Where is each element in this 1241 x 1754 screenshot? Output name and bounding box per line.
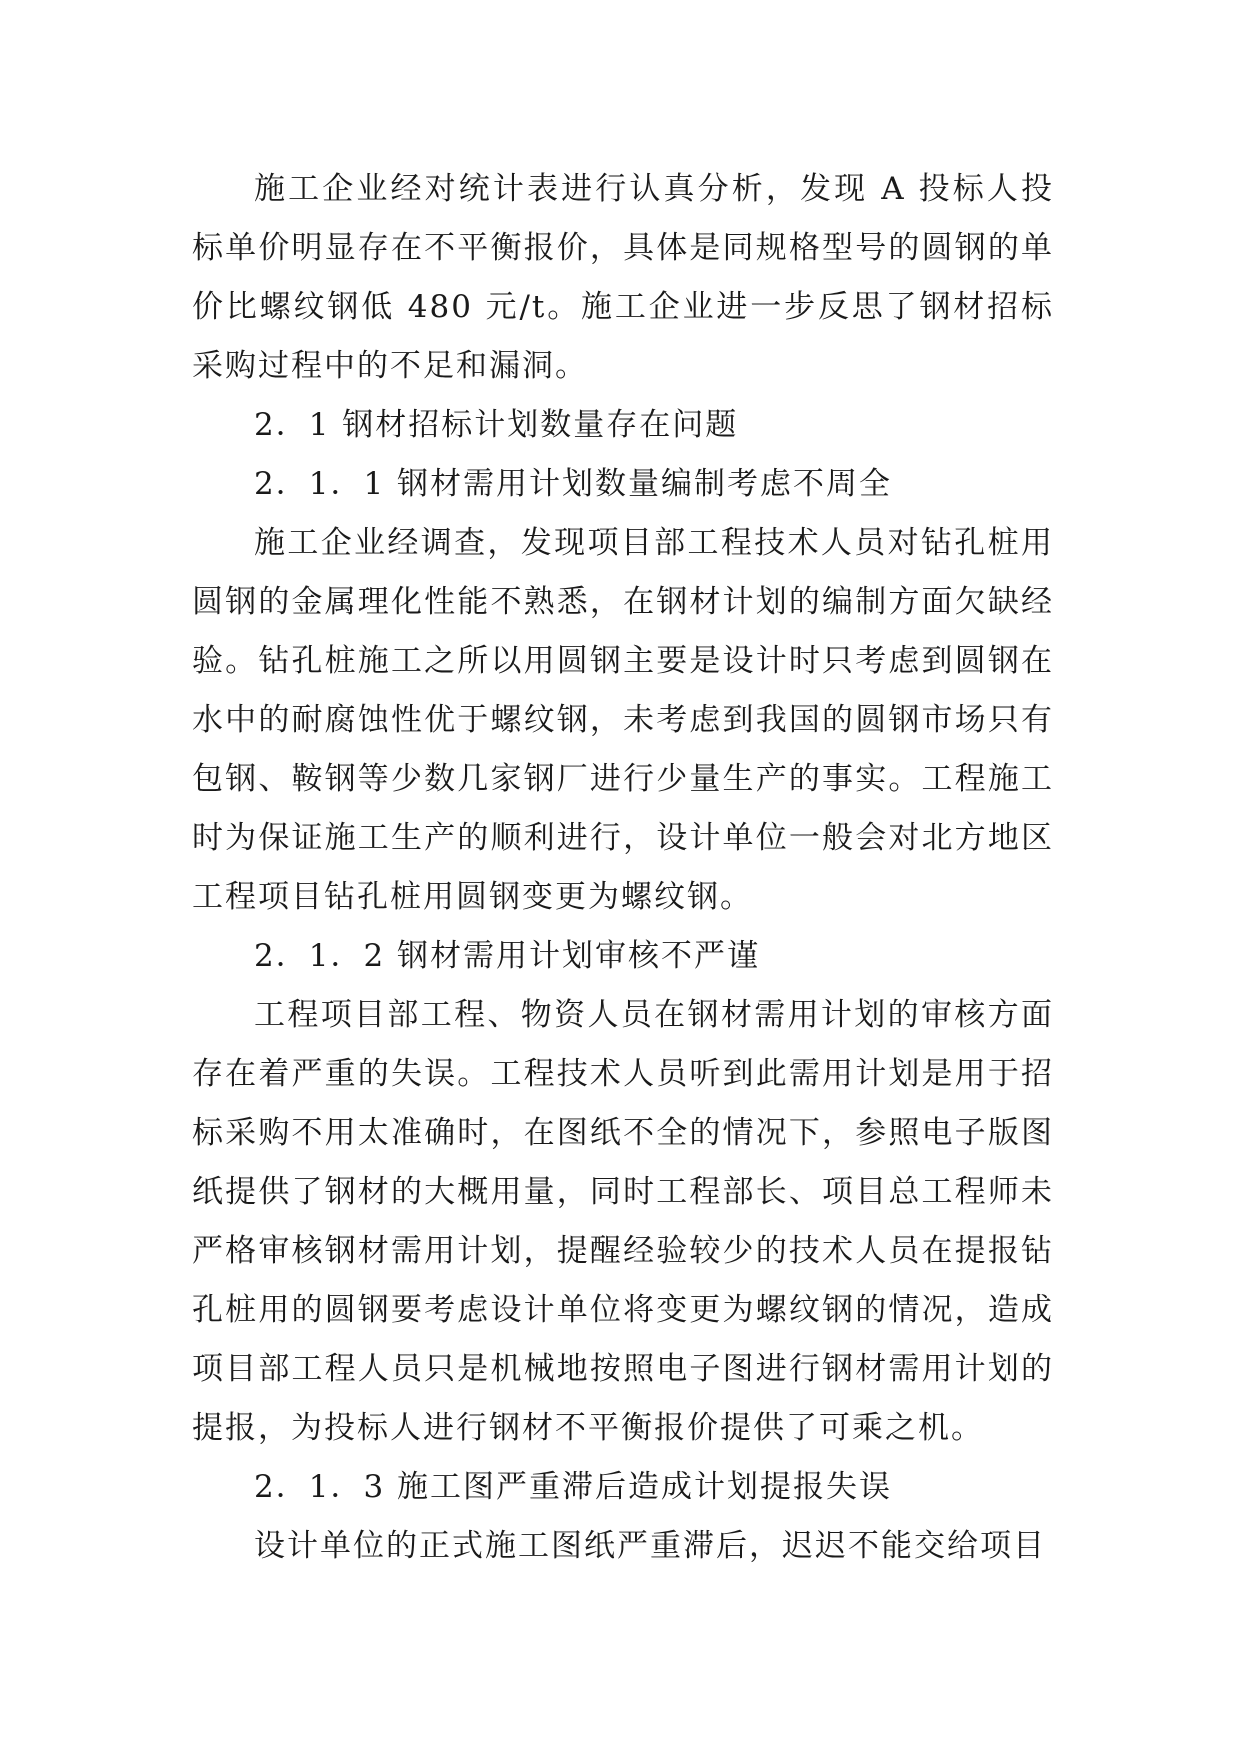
section-heading-2-1-1: 2．1．1 钢材需用计划数量编制考虑不周全: [254, 466, 893, 502]
section-heading-2-1-3: 2．1．3 施工图严重滞后造成计划提报失误: [254, 1469, 893, 1505]
paragraph-drawings-delay: 设计单位的正式施工图纸严重滞后，迟迟不能交给项目: [254, 1528, 1046, 1564]
section-heading-2-1-2: 2．1．2 钢材需用计划审核不严谨: [254, 938, 761, 974]
paragraph-analysis: 施工企业经对统计表进行认真分析，发现 A 投标人投标单价明显存在不平衡报价，具体是同规格型号的圆钢的单价比螺纹钢低 480 元/t。施工企业进一步反思了钢材招标采购过程中的不足和漏洞。: [192, 171, 1054, 384]
section-heading-2-1: 2．1 钢材招标计划数量存在问题: [254, 407, 739, 443]
document-body: [192, 160, 1054, 1576]
paragraph-review-errors: 工程项目部工程、物资人员在钢材需用计划的审核方面存在着严重的失误。工程技术人员听到此需用计划是用于招标采购不用太准确时，在图纸不全的情况下，参照电子版图纸提供了钢材的大概用量，同时工程部长、项目总工程师未严格审核钢材需用计划，提醒经验较少的技术人员在提报钻孔桩用的圆钢要考虑设计单位将变更为螺纹钢的情况，造成项目部工程人员只是机械地按照电子图进行钢材需用计划的提报，为投标人进行钢材不平衡报价提供了可乘之机。: [192, 997, 1054, 1446]
paragraph-investigation: 施工企业经调查，发现项目部工程技术人员对钻孔桩用圆钢的金属理化性能不熟悉，在钢材计划的编制方面欠缺经验。钻孔桩施工之所以用圆钢主要是设计时只考虑到圆钢在水中的耐腐蚀性优于螺纹钢，未考虑到我国的圆钢市场只有包钢、鞍钢等少数几家钢厂进行少量生产的事实。工程施工时为保证施工生产的顺利进行，设计单位一般会对北方地区工程项目钻孔桩用圆钢变更为螺纹钢。: [192, 525, 1054, 915]
